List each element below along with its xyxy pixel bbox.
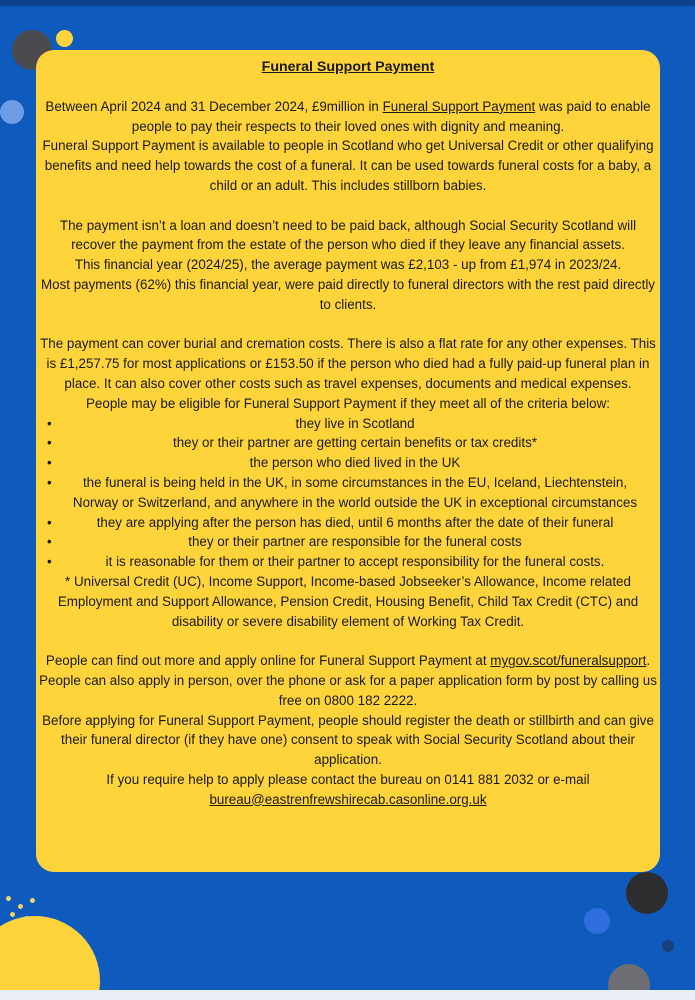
eligibility-paragraph: Funeral Support Payment is available to people in Scotland who get Universal Credit or other qualifying benefits and need help towards the cost of a funeral. It can be used towards funeral costs for a baby, a child or an adult. This includes stillborn babies. [42, 138, 654, 193]
intro-paragraph: Between April 2024 and 31 December 2024, £9million in Funeral Support Payment was paid to enable people to pay their respects to their loved ones with dignity and meaning. [45, 98, 651, 134]
blue-circle-decoration [584, 908, 610, 934]
list-item: • they or their partner are responsible for the funeral costs [36, 532, 660, 552]
page-title: Funeral Support Payment [261, 59, 435, 75]
article-content [36, 58, 660, 809]
average-payment-paragraph: This financial year (2024/25), the average payment was £2,103 - up from £1,974 in 2023/24. [74, 257, 622, 273]
payments-paragraph: Most payments (62%) this financial year, were paid directly to funeral directors with the rest paid directly to clients. [40, 276, 655, 312]
funeral-support-payment-link[interactable]: Funeral Support Payment [382, 98, 536, 114]
loan-paragraph: The payment isn’t a loan and doesn’t need to be paid back, although Social Security Scotland will recover the payment from the estate of the person who died if they leave any financial assets. [59, 217, 637, 253]
costs-paragraph: The payment can cover burial and cremation costs. There is also a flat rate for any other expenses. This is £1,257.75 for most applications or £153.50 if the person who died had a fully paid-up funeral plan in place. It can also cover other costs such as travel expenses, documents and medical expenses. [40, 336, 656, 391]
grey-circle-bottom-decoration [608, 964, 650, 990]
yellow-circle-decoration [56, 30, 73, 47]
apply-paragraph: People can find out more and apply online for Funeral Support Payment at mygov.scot/funeralsupport. People can also apply in person, over the phone or ask for a paper application form by post by calling us free on 0800 182 2222. [39, 653, 657, 708]
dot-pattern-decoration [6, 896, 11, 901]
yellow-corner-decoration [0, 916, 100, 990]
mygov-link[interactable]: mygov.scot/funeralsupport [490, 653, 647, 669]
light-blue-circle-decoration [0, 100, 24, 124]
criteria-list [36, 414, 660, 572]
list-item: • they are applying after the person has died, until 6 months after the date of their funeral [36, 513, 660, 533]
criteria-intro: People may be eligible for Funeral Support Payment if they meet all of the criteria below: [86, 395, 610, 411]
register-paragraph: Before applying for Funeral Support Payment, people should register the death or stillbirth and can give their funeral director (if they have one) consent to speak with Social Security Scotland about their application. [42, 712, 654, 768]
email-link[interactable]: bureau@eastrenfrewshirecab.casonline.org.uk [209, 791, 487, 807]
benefits-footnote: * Universal Credit (UC), Income Support, Income-based Jobseeker’s Allowance, Income related Employment and Support Allowance, Pension Credit, Housing Benefit, Child Tax Credit (CTC) and disability or severe disability element of Working Tax Credit. [57, 573, 639, 629]
list-item: • the funeral is being held in the UK, in some circumstances in the EU, Iceland, Liechtenstein, Norway or Switzerland, and anywhere in the world outside the UK in exceptional circumstances [36, 473, 660, 513]
dark-circle-decoration [626, 872, 668, 914]
contact-paragraph: If you require help to apply please contact the bureau on 0141 881 2032 or e-mail [106, 771, 590, 787]
bottom-bar [0, 990, 695, 1000]
navy-dot-decoration [662, 940, 674, 952]
list-item: • they live in Scotland [36, 414, 660, 434]
list-item: • they or their partner are getting certain benefits or tax credits* [36, 433, 660, 453]
list-item: • it is reasonable for them or their partner to accept responsibility for the funeral costs. [36, 552, 660, 572]
list-item: • the person who died lived in the UK [36, 453, 660, 473]
